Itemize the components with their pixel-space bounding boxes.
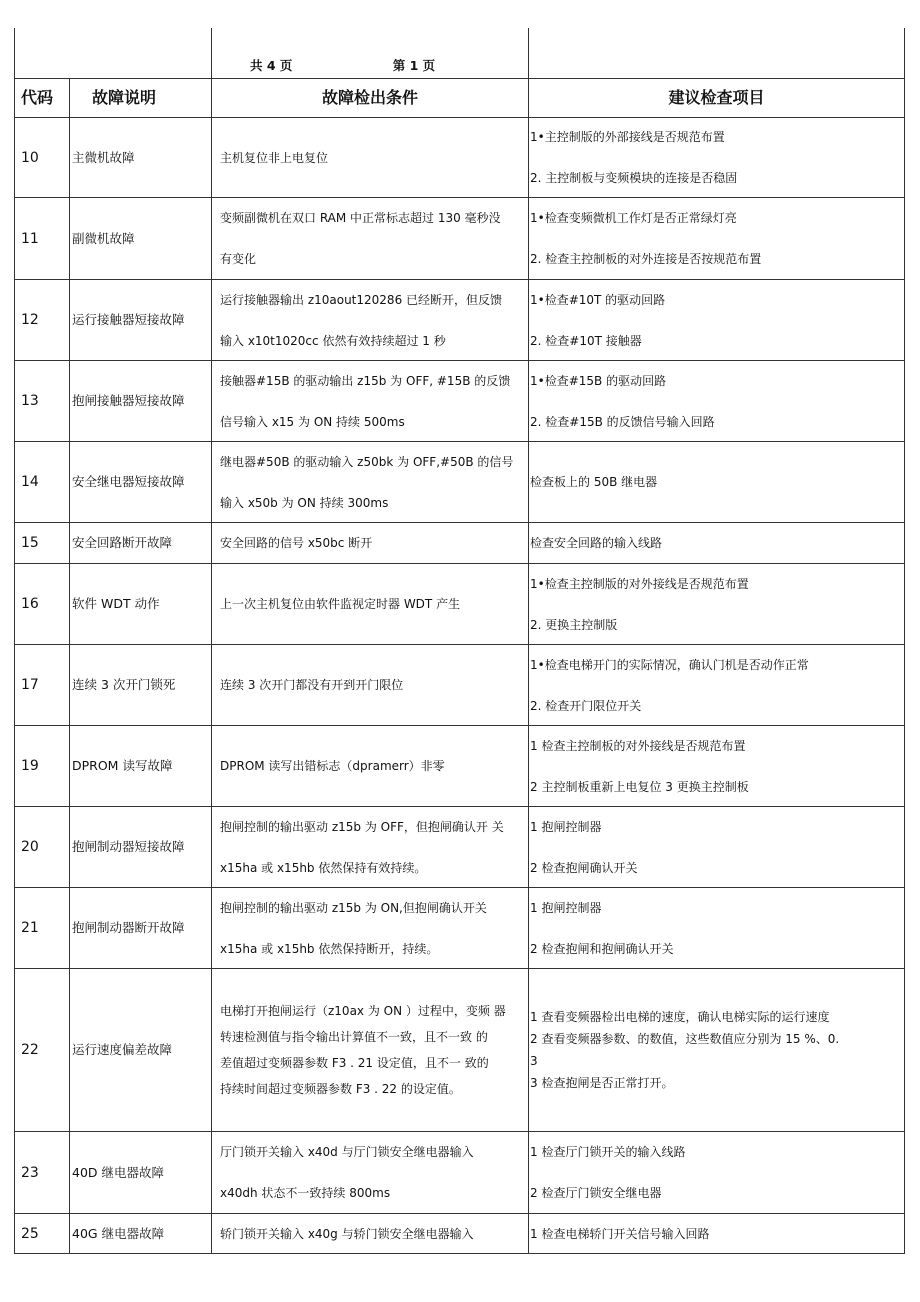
check-line: 1•检查变频微机工作灯是否正常绿灯亮 — [530, 211, 737, 225]
fault-code-cell: 21 — [15, 888, 70, 969]
table-row — [15, 969, 905, 1132]
check-line: 2 检查厅门锁安全继电器 — [530, 1186, 662, 1200]
fault-condition-cell — [212, 807, 529, 888]
check-line: 1 抱闸控制器 — [530, 819, 602, 834]
fault-condition-cell — [212, 280, 529, 361]
fault-desc-cell: DPROM 读写故障 — [70, 726, 212, 807]
fault-condition-cell — [212, 361, 529, 442]
condition-line: 安全回路的信号 x50bc 断开 — [220, 536, 373, 550]
check-item-cell — [529, 361, 905, 442]
page-total: 共 4 页 — [250, 58, 293, 73]
fault-desc-cell: 安全回路断开故障 — [70, 523, 212, 564]
fault-condition-cell — [212, 198, 529, 280]
check-line: 1•检查#10T 的驱动回路 — [530, 292, 666, 307]
fault-code-cell: 14 — [15, 442, 70, 523]
check-line: 2 查看变频器参数、的数值，这些数值应分别为 15 %、0. — [530, 1032, 840, 1046]
header-check: 建议检查项目 — [529, 79, 905, 118]
condition-line: 抱闸控制的输出驱动 z15b 为 OFF，但抱闸确认开 关 — [220, 819, 504, 834]
check-line: 1 抱闸控制器 — [530, 900, 602, 915]
check-line: 1•检查主控制版的对外接线是否规范布置 — [530, 576, 749, 591]
page-current: 第 1 页 — [392, 58, 436, 73]
fault-code-cell: 13 — [15, 361, 70, 442]
check-line: 3 检查抱闸是否正常打开。 — [530, 1076, 674, 1090]
fault-code-cell: 22 — [15, 969, 70, 1132]
check-line: 1 检查厅门锁开关的输入线路 — [530, 1145, 686, 1159]
check-item-cell — [529, 198, 905, 280]
check-line: 1•主控制版的外部接线是否规范布置 — [530, 130, 725, 144]
check-item-cell — [529, 645, 905, 726]
header-desc: 故障说明 — [70, 79, 212, 118]
header-row — [15, 79, 905, 118]
check-item-cell — [529, 1132, 905, 1214]
check-line: 2. 检查主控制板的对外连接是否按规范布置 — [530, 252, 762, 266]
condition-line: 抱闸控制的输出驱动 z15b 为 ON,但抱闸确认开关 — [220, 900, 487, 915]
condition-line: 有变化 — [220, 252, 257, 266]
check-line: 2 主控制板重新上电复位 3 更换主控制板 — [530, 779, 749, 794]
pager-cell — [212, 28, 529, 79]
check-line: 2. 主控制板与变频模块的连接是否稳固 — [530, 171, 738, 185]
pager-empty-cell — [529, 28, 905, 79]
fault-code-cell: 19 — [15, 726, 70, 807]
fault-condition-cell — [212, 442, 529, 523]
condition-line: x15ha 或 x15hb 依然保持有效持续。 — [220, 860, 427, 875]
check-line: 2 检查抱闸确认开关 — [530, 860, 638, 875]
table-row — [15, 118, 905, 198]
check-line: 检查安全回路的输入线路 — [530, 536, 663, 550]
table-row — [15, 442, 905, 523]
fault-code-cell: 17 — [15, 645, 70, 726]
fault-desc-cell: 抱闸制动器短接故障 — [70, 807, 212, 888]
check-line: 3 — [530, 1054, 538, 1068]
check-line: 1 检查电梯轿门开关信号输入回路 — [530, 1226, 710, 1241]
fault-condition-cell — [212, 969, 529, 1132]
fault-code-cell: 20 — [15, 807, 70, 888]
fault-desc-cell: 安全继电器短接故障 — [70, 442, 212, 523]
condition-line: 电梯打开抱闸运行（z10ax 为 ON ）过程中，变频 器 — [220, 1004, 506, 1018]
fault-code-cell: 12 — [15, 280, 70, 361]
check-line: 1 查看变频器检出电梯的速度，确认电梯实际的运行速度 — [530, 1010, 830, 1024]
check-item-cell — [529, 807, 905, 888]
fault-desc-cell: 抱闸制动器断开故障 — [70, 888, 212, 969]
fault-condition-cell — [212, 888, 529, 969]
fault-condition-cell — [212, 118, 529, 198]
fault-desc-cell: 软件 WDT 动作 — [70, 564, 212, 645]
condition-line: 接触器#15B 的驱动输出 z15b 为 OFF, #15B 的反馈 — [220, 373, 511, 388]
check-item-cell — [529, 442, 905, 523]
fault-code-cell: 25 — [15, 1214, 70, 1254]
condition-line: 轿门锁开关输入 x40g 与轿门锁安全继电器输入 — [220, 1226, 474, 1241]
fault-desc-cell: 副微机故障 — [70, 198, 212, 280]
check-line: 2. 检查#10T 接触器 — [530, 333, 642, 348]
check-line: 1•检查电梯开门的实际情况，确认门机是否动作正常 — [530, 657, 809, 672]
pager-blank-cell — [15, 28, 212, 79]
condition-line: 持续时间超过变频器参数 F3 . 22 的设定值。 — [220, 1082, 461, 1096]
check-line: 2 检查抱闸和抱闸确认开关 — [530, 941, 674, 956]
condition-line: x40dh 状态不一致持续 800ms — [220, 1186, 391, 1200]
condition-line: 输入 x10t1020cc 依然有效持续超过 1 秒 — [220, 333, 446, 348]
fault-desc-cell: 运行速度偏差故障 — [70, 969, 212, 1132]
check-item-cell — [529, 523, 905, 564]
fault-code-cell: 23 — [15, 1132, 70, 1214]
table-row — [15, 1214, 905, 1254]
check-item-cell — [529, 726, 905, 807]
table-row — [15, 888, 905, 969]
table-row — [15, 523, 905, 564]
fault-code-cell: 11 — [15, 198, 70, 280]
check-item-cell — [529, 969, 905, 1132]
fault-desc-cell: 主微机故障 — [70, 118, 212, 198]
check-line: 检查板上的 50B 继电器 — [530, 475, 658, 489]
header-cond: 故障检出条件 — [212, 79, 529, 118]
fault-desc-cell: 抱闸接触器短接故障 — [70, 361, 212, 442]
fault-code-cell: 15 — [15, 523, 70, 564]
condition-line: 连续 3 次开门都没有开到开门限位 — [220, 678, 404, 692]
fault-desc-cell: 连续 3 次开门锁死 — [70, 645, 212, 726]
fault-desc-cell: 40D 继电器故障 — [70, 1132, 212, 1214]
condition-line: x15ha 或 x15hb 依然保持断开，持续。 — [220, 941, 439, 956]
condition-line: 输入 x50b 为 ON 持续 300ms — [220, 495, 389, 510]
table-row — [15, 564, 905, 645]
table-body — [15, 118, 905, 1254]
check-item-cell — [529, 118, 905, 198]
condition-line: 变频副微机在双口 RAM 中正常标志超过 130 毫秒没 — [220, 211, 501, 225]
fault-code-sheet — [14, 28, 904, 1254]
header-code: 代码 — [15, 79, 70, 118]
fault-condition-cell — [212, 564, 529, 645]
fault-code-cell: 16 — [15, 564, 70, 645]
fault-condition-cell — [212, 1214, 529, 1254]
table-row — [15, 645, 905, 726]
check-line: 2. 更换主控制版 — [530, 617, 618, 632]
check-line: 2. 检查开门限位开关 — [530, 698, 642, 713]
table-row — [15, 1132, 905, 1214]
table-row — [15, 726, 905, 807]
fault-desc-cell: 运行接触器短接故障 — [70, 280, 212, 361]
table-row — [15, 198, 905, 280]
check-item-cell — [529, 564, 905, 645]
condition-line: 厅门锁开关输入 x40d 与厅门锁安全继电器输入 — [220, 1145, 474, 1159]
condition-line: 差值超过变频器参数 F3 . 21 设定值，且不一 致的 — [220, 1056, 489, 1070]
condition-line: 运行接触器输出 z10aout120286 已经断开，但反馈 — [220, 292, 503, 307]
condition-line: 主机复位非上电复位 — [220, 150, 329, 165]
check-item-cell — [529, 888, 905, 969]
condition-line: 信号输入 x15 为 ON 持续 500ms — [220, 414, 405, 429]
table-row — [15, 807, 905, 888]
fault-condition-cell — [212, 1132, 529, 1214]
condition-line: 继电器#50B 的驱动输入 z50bk 为 OFF,#50B 的信号 — [220, 454, 514, 469]
table-row — [15, 361, 905, 442]
check-line: 2. 检查#15B 的反馈信号输入回路 — [530, 414, 715, 429]
fault-code-cell: 10 — [15, 118, 70, 198]
fault-condition-cell — [212, 645, 529, 726]
check-line: 1•检查#15B 的驱动回路 — [530, 373, 667, 388]
check-item-cell — [529, 280, 905, 361]
check-line: 1 检查主控制板的对外接线是否规范布置 — [530, 738, 746, 753]
pager-row — [15, 28, 905, 79]
condition-line: 转速检测值与指令输出计算值不一致，且不一致 的 — [220, 1030, 488, 1044]
fault-condition-cell — [212, 726, 529, 807]
check-item-cell — [529, 1214, 905, 1254]
table-row — [15, 280, 905, 361]
condition-line: DPROM 读写出错标志（dpramerr）非零 — [220, 759, 445, 773]
fault-desc-cell: 40G 继电器故障 — [70, 1214, 212, 1254]
condition-line: 上一次主机复位由软件监视定时器 WDT 产生 — [220, 597, 461, 611]
fault-condition-cell — [212, 523, 529, 564]
fault-code-table — [14, 28, 905, 1254]
